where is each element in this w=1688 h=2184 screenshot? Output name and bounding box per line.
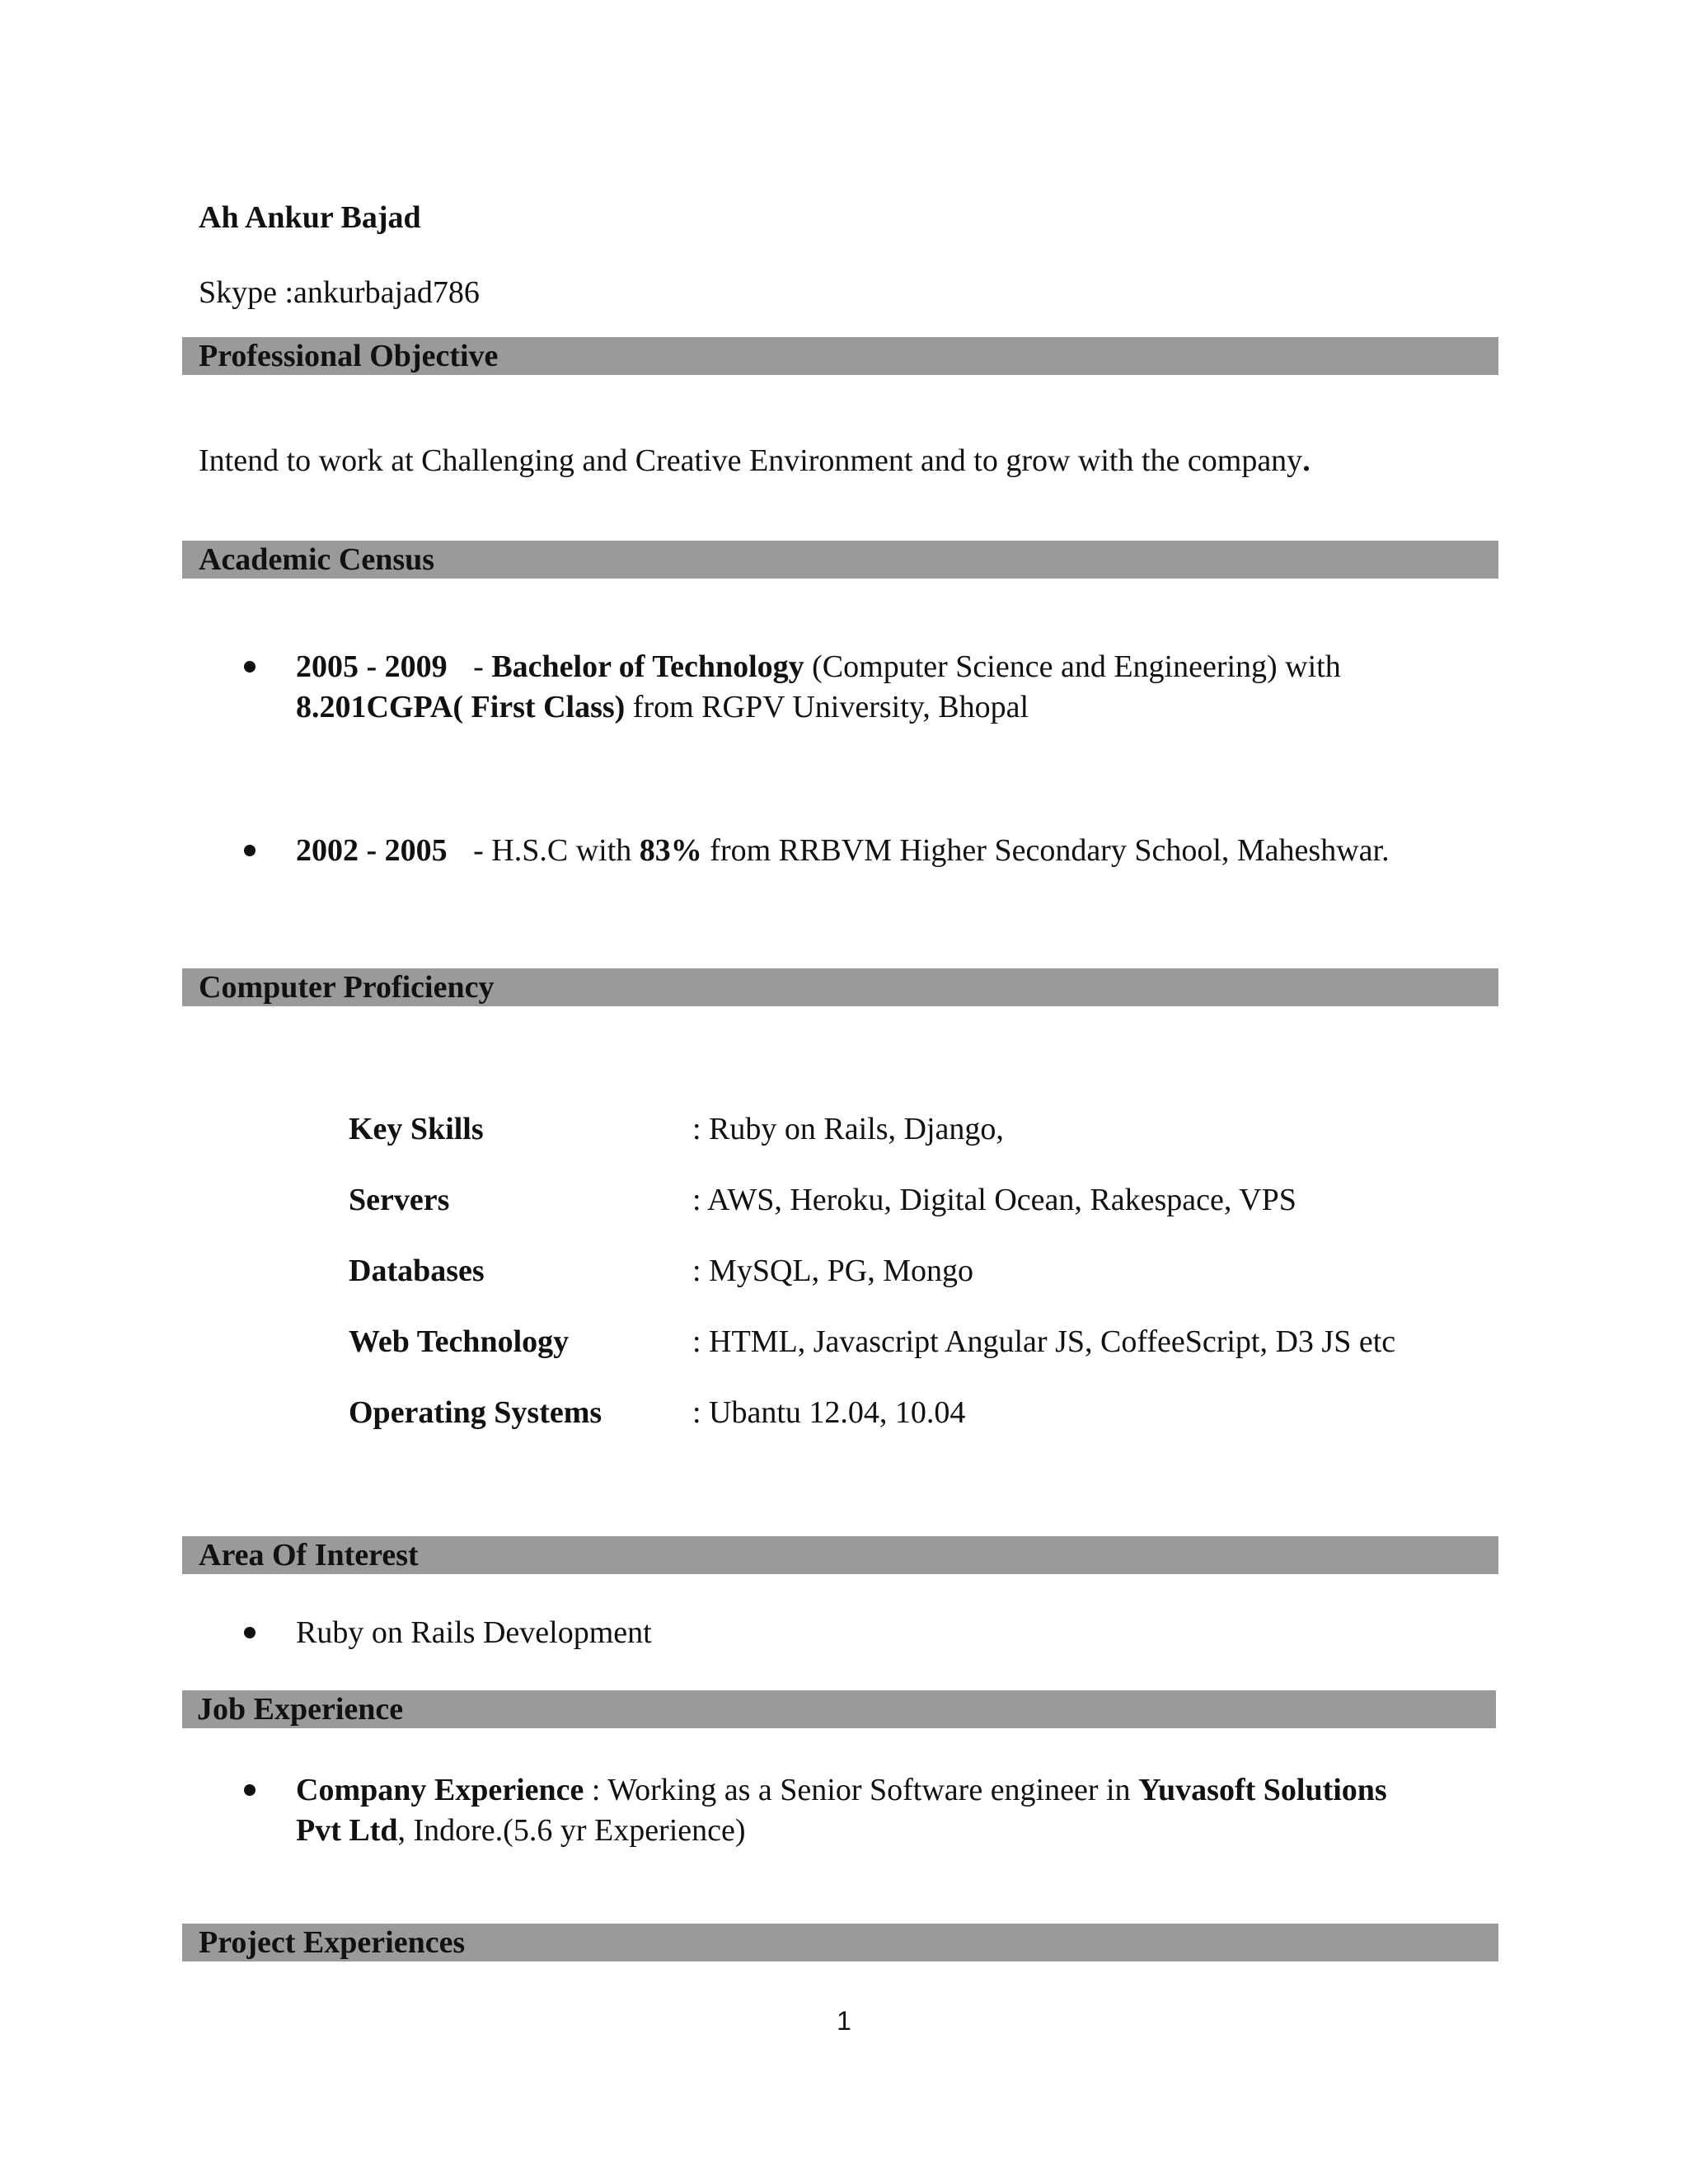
skill-label: Servers bbox=[349, 1183, 450, 1217]
skype-contact: Skype :ankurbajad786 bbox=[199, 275, 480, 310]
academic-institution: from RRBVM Higher Secondary School, Maheshwar. bbox=[701, 833, 1390, 868]
academic-item-btech-line1 bbox=[296, 647, 1341, 687]
academic-dash: - bbox=[465, 649, 492, 684]
job-experience-line2 bbox=[296, 1811, 746, 1850]
skill-label: Web Technology bbox=[349, 1324, 570, 1359]
section-title: Academic Census bbox=[199, 542, 435, 577]
job-experience-line1 bbox=[296, 1770, 1387, 1810]
objective-text bbox=[199, 441, 1311, 480]
company-name: Yuvasoft Solutions bbox=[1138, 1773, 1387, 1807]
academic-years: 2005 - 2009 bbox=[296, 649, 448, 684]
job-location-duration: , Indore.(5.6 yr Experience) bbox=[397, 1813, 746, 1848]
candidate-name: Ah Ankur Bajad bbox=[199, 200, 421, 235]
academic-degree: - H.S.C with bbox=[465, 833, 640, 868]
skill-value: : HTML, Javascript Angular JS, CoffeeScript, D3 JS etc bbox=[692, 1324, 1396, 1359]
skill-label: Operating Systems bbox=[349, 1395, 603, 1430]
bullet-icon bbox=[244, 845, 256, 856]
interest-item: Ruby on Rails Development bbox=[296, 1615, 652, 1650]
bullet-icon bbox=[244, 661, 256, 673]
objective-period: . bbox=[1302, 443, 1311, 478]
section-header-academic bbox=[182, 541, 1498, 579]
section-header-job bbox=[182, 1690, 1496, 1728]
academic-detail: (Computer Science and Engineering) with bbox=[804, 649, 1341, 684]
academic-grade: 8.201CGPA( First Class) bbox=[296, 690, 626, 724]
section-title: Project Experiences bbox=[199, 1925, 466, 1960]
skill-value: : AWS, Heroku, Digital Ocean, Rakespace, VPS bbox=[692, 1183, 1296, 1217]
section-header-objective bbox=[182, 337, 1498, 375]
section-title: Professional Objective bbox=[199, 339, 499, 373]
bullet-icon bbox=[244, 1627, 256, 1638]
job-label: Company Experience bbox=[296, 1773, 584, 1807]
skill-value: : Ubantu 12.04, 10.04 bbox=[692, 1395, 966, 1430]
academic-item-hsc bbox=[296, 831, 1390, 870]
objective-sentence: Intend to work at Challenging and Creative Environment and to grow with the company bbox=[199, 443, 1303, 478]
bullet-icon bbox=[244, 1784, 256, 1796]
section-title: Job Experience bbox=[197, 1692, 404, 1727]
skill-value: : MySQL, PG, Mongo bbox=[692, 1254, 973, 1288]
academic-years: 2002 - 2005 bbox=[296, 833, 448, 868]
section-title: Computer Proficiency bbox=[199, 970, 495, 1005]
academic-degree: Bachelor of Technology bbox=[491, 649, 804, 684]
page-number: 1 bbox=[837, 2006, 851, 2036]
academic-grade: 83% bbox=[639, 833, 702, 868]
section-header-computer bbox=[182, 968, 1498, 1006]
section-header-projects bbox=[182, 1924, 1498, 1961]
skill-value: : Ruby on Rails, Django, bbox=[692, 1112, 1004, 1146]
company-name-suffix: Pvt Ltd bbox=[296, 1813, 398, 1848]
job-description: : Working as a Senior Software engineer in bbox=[584, 1773, 1139, 1807]
section-title: Area Of Interest bbox=[199, 1538, 419, 1572]
academic-item-btech-line2 bbox=[296, 687, 1029, 727]
section-header-interest bbox=[182, 1536, 1498, 1574]
skill-label: Key Skills bbox=[349, 1112, 484, 1146]
academic-institution: from RGPV University, Bhopal bbox=[625, 690, 1029, 724]
skill-label: Databases bbox=[349, 1254, 485, 1288]
